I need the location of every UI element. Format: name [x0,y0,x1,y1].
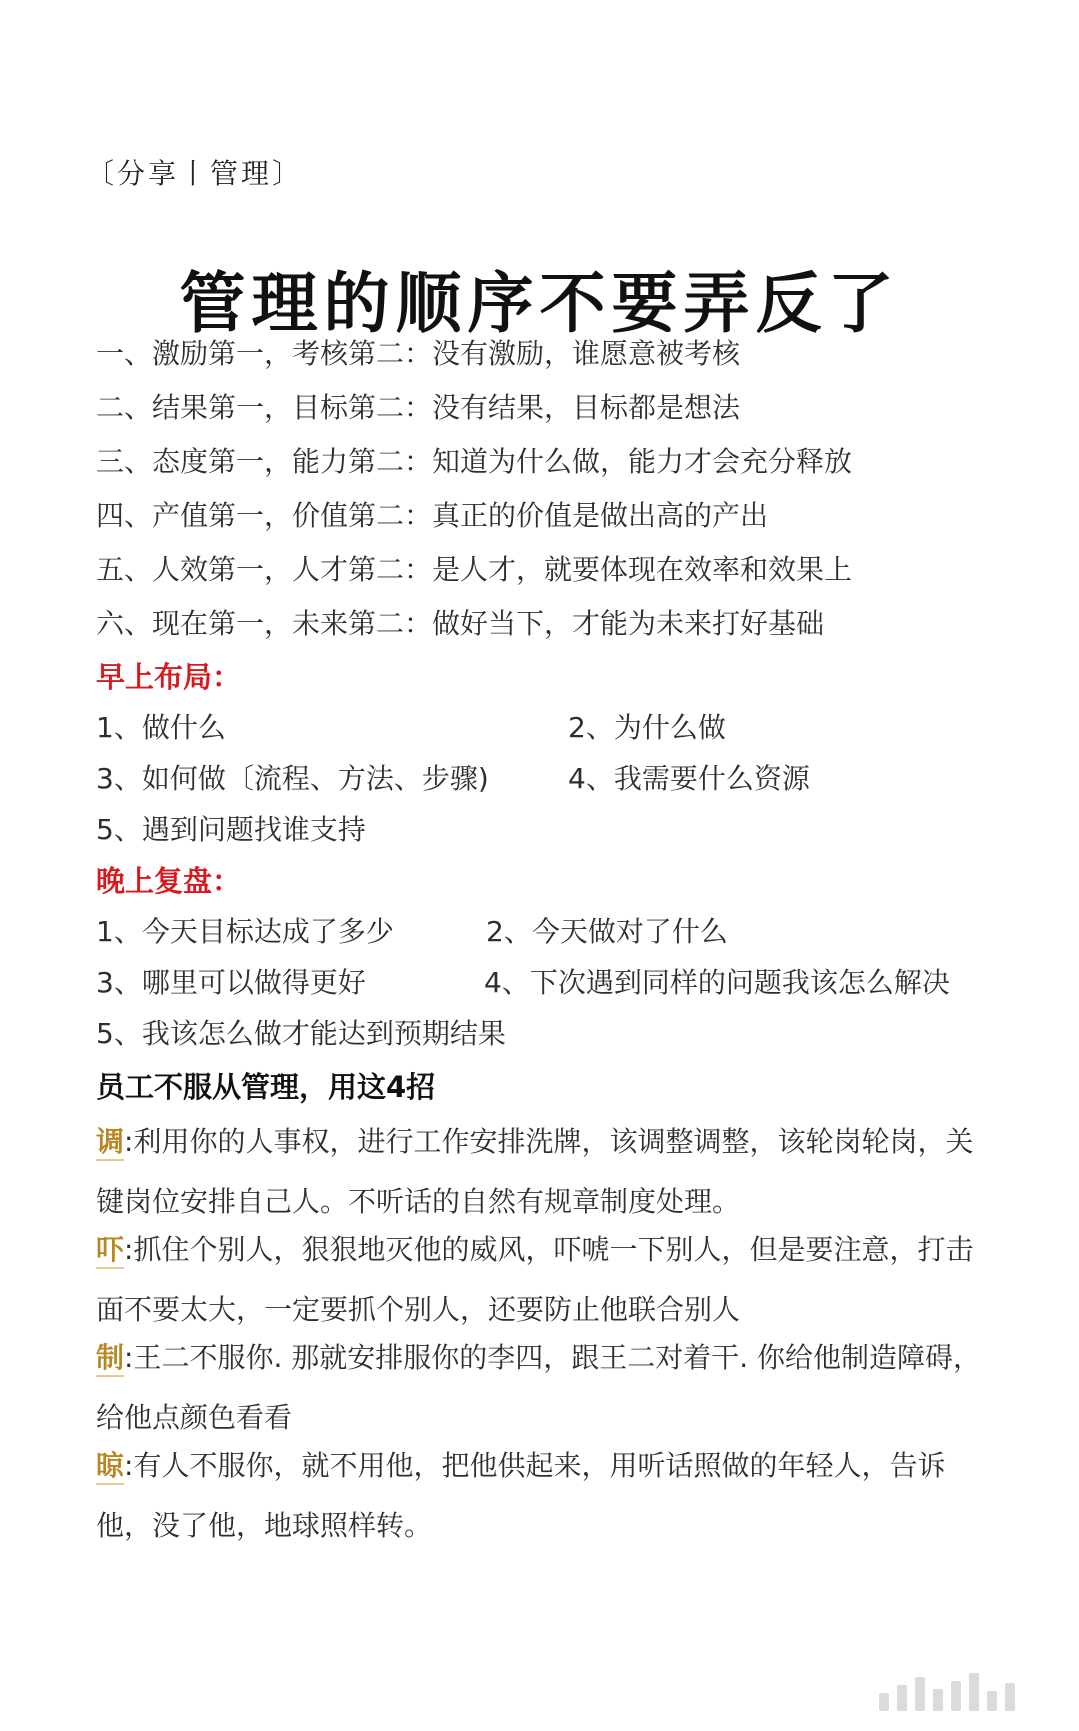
tactic-text: :有人不服你，就不用他，把他供起来，用听话照做的年轻人，告诉他，没了他，地球照样转。 [96,1449,946,1542]
evening-item: 3、哪里可以做得更好 [96,966,366,999]
tactic-key: 调 [96,1125,124,1161]
morning-item: 1、做什么 [96,711,226,744]
morning-item: 3、如何做〔流程、方法、步骤) [96,762,489,795]
order-item: 六、现在第一，未来第二：做好当下，才能为未来打好基础 [96,607,825,640]
evening-item: 5、我该怎么做才能达到预期结果 [96,1017,506,1050]
tactic-key: 制 [96,1341,124,1377]
order-item: 四、产值第一，价值第二：真正的价值是做出高的产出 [96,499,769,532]
tactic-text: :王二不服你. 那就安排服你的李四，跟王二对着干. 你给他制造障碍，给他点颜色看看 [96,1341,982,1434]
page-title: 管理的顺序不要弄反了 [179,265,900,342]
evening-item: 4、下次遇到同样的问题我该怎么解决 [484,966,950,999]
tactics-heading: 员工不服从管理，用这4招 [96,1070,436,1104]
evening-heading: 晚上复盘： [96,864,242,898]
order-item: 二、结果第一，目标第二：没有结果，目标都是想法 [96,391,741,424]
tactic-paragraph [96,1436,996,1556]
watermark-logo [879,1671,1049,1711]
tactic-key: 吓 [96,1233,124,1269]
morning-heading: 早上布局： [96,660,242,694]
tactic-text: :利用你的人事权，进行工作安排洗牌，该调整调整，该轮岗轮岗，关键岗位安排自己人。不听话的自然有规章制度处理。 [96,1125,974,1218]
tactic-paragraph [96,1328,996,1448]
morning-item: 4、我需要什么资源 [568,762,810,795]
order-item: 三、态度第一，能力第二：知道为什么做，能力才会充分释放 [96,445,853,478]
tactic-text: :抓住个别人，狠狠地灭他的威风，吓唬一下别人，但是要注意，打击面不要太大，一定要抓个别人，还要防止他联合别人 [96,1233,974,1326]
order-item: 一、激励第一，考核第二：没有激励，谁愿意被考核 [96,337,741,370]
evening-item: 1、今天目标达成了多少 [96,915,394,948]
morning-item: 2、为什么做 [568,711,726,744]
order-item: 五、人效第一，人才第二：是人才，就要体现在效率和效果上 [96,553,853,586]
tactic-paragraph [96,1112,996,1232]
morning-item: 5、遇到问题找谁支持 [96,813,366,846]
tactic-paragraph [96,1220,996,1340]
category-tag: 〔分享丨管理〕 [86,157,304,190]
tactic-key: 晾 [96,1449,124,1485]
evening-item: 2、今天做对了什么 [486,915,728,948]
